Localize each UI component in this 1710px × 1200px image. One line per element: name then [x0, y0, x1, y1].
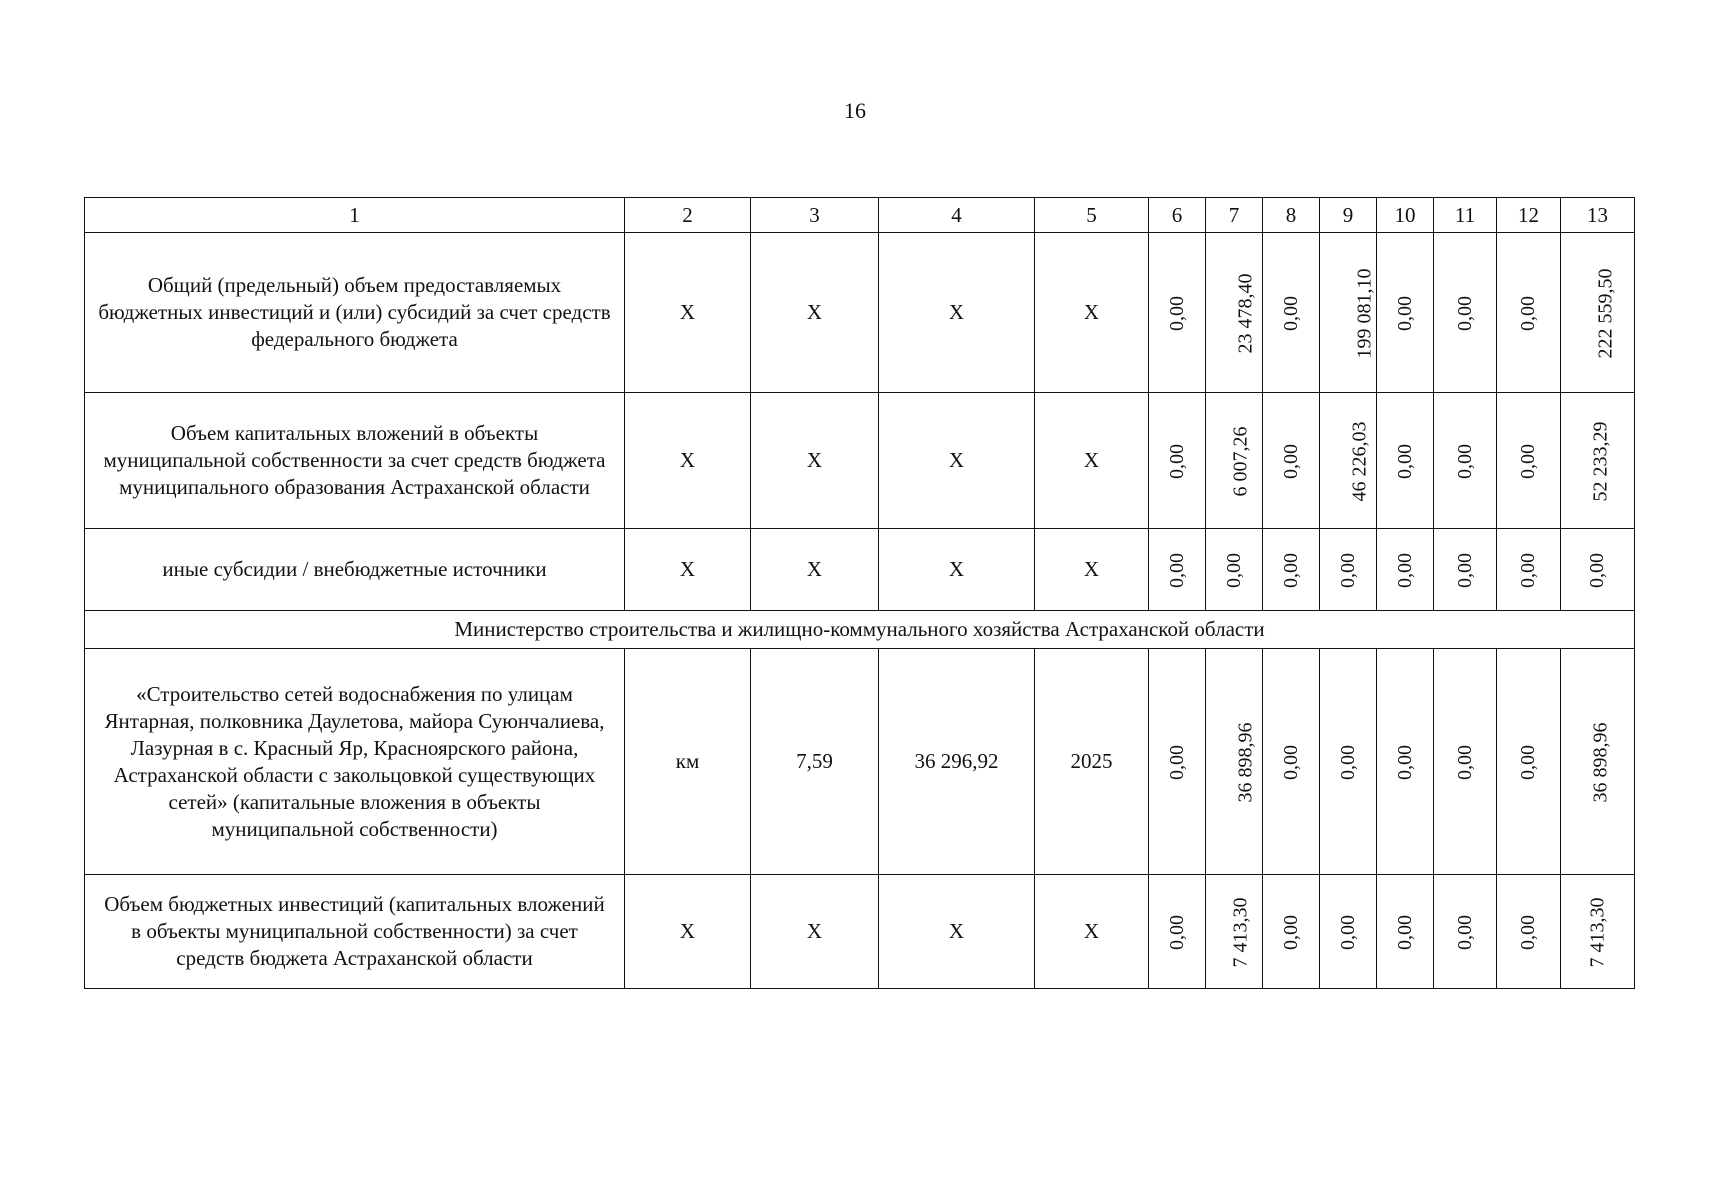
- value-cell: [1149, 529, 1206, 611]
- header-cell: 5: [1035, 198, 1149, 233]
- cell-capacity: Х: [751, 875, 879, 989]
- value-text: 0,00: [1165, 443, 1188, 479]
- value-text: 0,00: [1279, 552, 1302, 588]
- cell-capacity: Х: [751, 529, 879, 611]
- value-text: 0,00: [1517, 914, 1539, 950]
- value-text: 0,00: [1393, 295, 1416, 331]
- header-row: [85, 198, 1635, 233]
- cell-year: Х: [1035, 233, 1149, 393]
- value-text: 52 233,29: [1589, 421, 1612, 501]
- value-cell: [1320, 393, 1377, 529]
- value-text: 0,00: [1393, 552, 1416, 588]
- value-cell: [1149, 393, 1206, 529]
- value-text: 222 559,50: [1594, 268, 1617, 358]
- value-cell: [1263, 233, 1320, 393]
- value-cell: [1497, 875, 1561, 989]
- value-text: 36 898,96: [1589, 722, 1612, 802]
- cell-year: 2025: [1035, 649, 1149, 875]
- budget-table: [84, 197, 1635, 989]
- value-cell: [1320, 529, 1377, 611]
- value-cell: [1206, 393, 1263, 529]
- value-text: 0,00: [1279, 295, 1302, 331]
- value-cell: [1263, 875, 1320, 989]
- cell-capacity: Х: [751, 233, 879, 393]
- cell-cost: 36 296,92: [879, 649, 1035, 875]
- cell-capacity: Х: [751, 393, 879, 529]
- table-row: [85, 233, 1635, 393]
- table-row: [85, 393, 1635, 529]
- value-text: 0,00: [1336, 552, 1359, 588]
- header-cell: 10: [1377, 198, 1434, 233]
- cell-cost: Х: [879, 875, 1035, 989]
- value-text: 0,00: [1453, 744, 1476, 780]
- value-text: 0,00: [1279, 744, 1302, 780]
- header-cell: 8: [1263, 198, 1320, 233]
- value-cell: [1263, 529, 1320, 611]
- value-text: 0,00: [1279, 443, 1302, 479]
- cell-unit: Х: [625, 393, 751, 529]
- value-text: 0,00: [1586, 552, 1608, 588]
- row-description: Объем бюджетных инвестиций (капитальных вложений в объекты муниципальной собственности) за счет средств бюджета Астраханской области: [85, 875, 625, 989]
- value-text: 0,00: [1165, 552, 1188, 588]
- cell-cost: Х: [879, 233, 1035, 393]
- cell-unit: Х: [625, 875, 751, 989]
- value-cell: [1561, 233, 1635, 393]
- value-cell: [1377, 649, 1434, 875]
- cell-year: Х: [1035, 393, 1149, 529]
- value-cell: [1497, 393, 1561, 529]
- value-text: 0,00: [1453, 295, 1476, 331]
- row-description: Объем капитальных вложений в объекты муниципальной собственности за счет средств бюджета муниципального образования Астраханской области: [85, 393, 625, 529]
- value-cell: [1377, 875, 1434, 989]
- value-cell: [1434, 393, 1497, 529]
- value-text: 0,00: [1393, 443, 1416, 479]
- value-text: 0,00: [1165, 295, 1188, 331]
- value-cell: [1434, 875, 1497, 989]
- value-cell: [1561, 393, 1635, 529]
- value-text: 0,00: [1393, 744, 1416, 780]
- header-cell: 2: [625, 198, 751, 233]
- cell-unit: Х: [625, 529, 751, 611]
- value-cell: [1149, 875, 1206, 989]
- row-description: Общий (предельный) объем предоставляемых бюджетных инвестиций и (или) субсидий за счет средств федерального бюджета: [85, 233, 625, 393]
- value-cell: [1320, 875, 1377, 989]
- value-cell: [1320, 649, 1377, 875]
- header-cell: 11: [1434, 198, 1497, 233]
- table-row: [85, 649, 1635, 875]
- value-text: 0,00: [1453, 914, 1476, 950]
- cell-year: Х: [1035, 529, 1149, 611]
- header-cell: 6: [1149, 198, 1206, 233]
- value-cell: [1206, 529, 1263, 611]
- cell-year: Х: [1035, 875, 1149, 989]
- value-text: 0,00: [1517, 552, 1539, 588]
- value-cell: [1206, 875, 1263, 989]
- value-text: 0,00: [1336, 914, 1359, 950]
- row-description: «Строительство сетей водоснабжения по улицам Янтарная, полковника Даулетова, майора Суюнчалиева, Лазурная в с. Красный Яр, Красноярского района, Астраханской области с закольцовкой существующих сетей» (капитальные вложения в объекты муниципальной собственности): [85, 649, 625, 875]
- value-cell: [1497, 649, 1561, 875]
- value-text: 0,00: [1279, 914, 1302, 950]
- table-row: [85, 875, 1635, 989]
- header-cell: 9: [1320, 198, 1377, 233]
- value-cell: [1263, 649, 1320, 875]
- cell-cost: Х: [879, 393, 1035, 529]
- cell-unit: км: [625, 649, 751, 875]
- value-cell: [1434, 233, 1497, 393]
- row-description: иные субсидии / внебюджетные источники: [85, 529, 625, 611]
- value-cell: [1497, 529, 1561, 611]
- value-cell: [1149, 649, 1206, 875]
- cell-unit: Х: [625, 233, 751, 393]
- value-cell: [1434, 529, 1497, 611]
- page-number: 16: [844, 98, 866, 123]
- value-text: 0,00: [1453, 443, 1476, 479]
- value-cell: [1434, 649, 1497, 875]
- value-text: 0,00: [1165, 744, 1188, 780]
- section-row: [85, 611, 1635, 649]
- value-cell: [1206, 649, 1263, 875]
- value-text: 0,00: [1517, 744, 1539, 780]
- value-text: 0,00: [1393, 914, 1416, 950]
- value-text: 0,00: [1517, 295, 1539, 331]
- value-cell: [1377, 529, 1434, 611]
- value-text: 23 478,40: [1234, 273, 1257, 353]
- value-cell: [1149, 233, 1206, 393]
- value-text: 0,00: [1336, 744, 1359, 780]
- value-cell: [1263, 393, 1320, 529]
- value-text: 7 413,30: [1586, 897, 1608, 967]
- value-text: 0,00: [1165, 914, 1188, 950]
- table-row: [85, 529, 1635, 611]
- cell-capacity: 7,59: [751, 649, 879, 875]
- value-text: 199 081,10: [1353, 268, 1376, 358]
- header-cell: 3: [751, 198, 879, 233]
- header-cell: 12: [1497, 198, 1561, 233]
- value-cell: [1206, 233, 1263, 393]
- value-text: 6 007,26: [1229, 426, 1252, 496]
- header-cell: 7: [1206, 198, 1263, 233]
- value-text: 0,00: [1517, 443, 1539, 479]
- header-cell: 1: [85, 198, 625, 233]
- value-text: 36 898,96: [1234, 722, 1257, 802]
- value-cell: [1377, 233, 1434, 393]
- value-text: 46 226,03: [1348, 421, 1371, 501]
- value-text: 7 413,30: [1229, 897, 1252, 967]
- section-title: Министерство строительства и жилищно-коммунального хозяйства Астраханской области: [85, 611, 1635, 649]
- header-cell: 13: [1561, 198, 1635, 233]
- value-text: 0,00: [1453, 552, 1476, 588]
- value-cell: [1497, 233, 1561, 393]
- value-cell: [1561, 529, 1635, 611]
- value-text: 0,00: [1222, 552, 1245, 588]
- value-cell: [1320, 233, 1377, 393]
- value-cell: [1561, 649, 1635, 875]
- value-cell: [1377, 393, 1434, 529]
- cell-cost: Х: [879, 529, 1035, 611]
- value-cell: [1561, 875, 1635, 989]
- header-cell: 4: [879, 198, 1035, 233]
